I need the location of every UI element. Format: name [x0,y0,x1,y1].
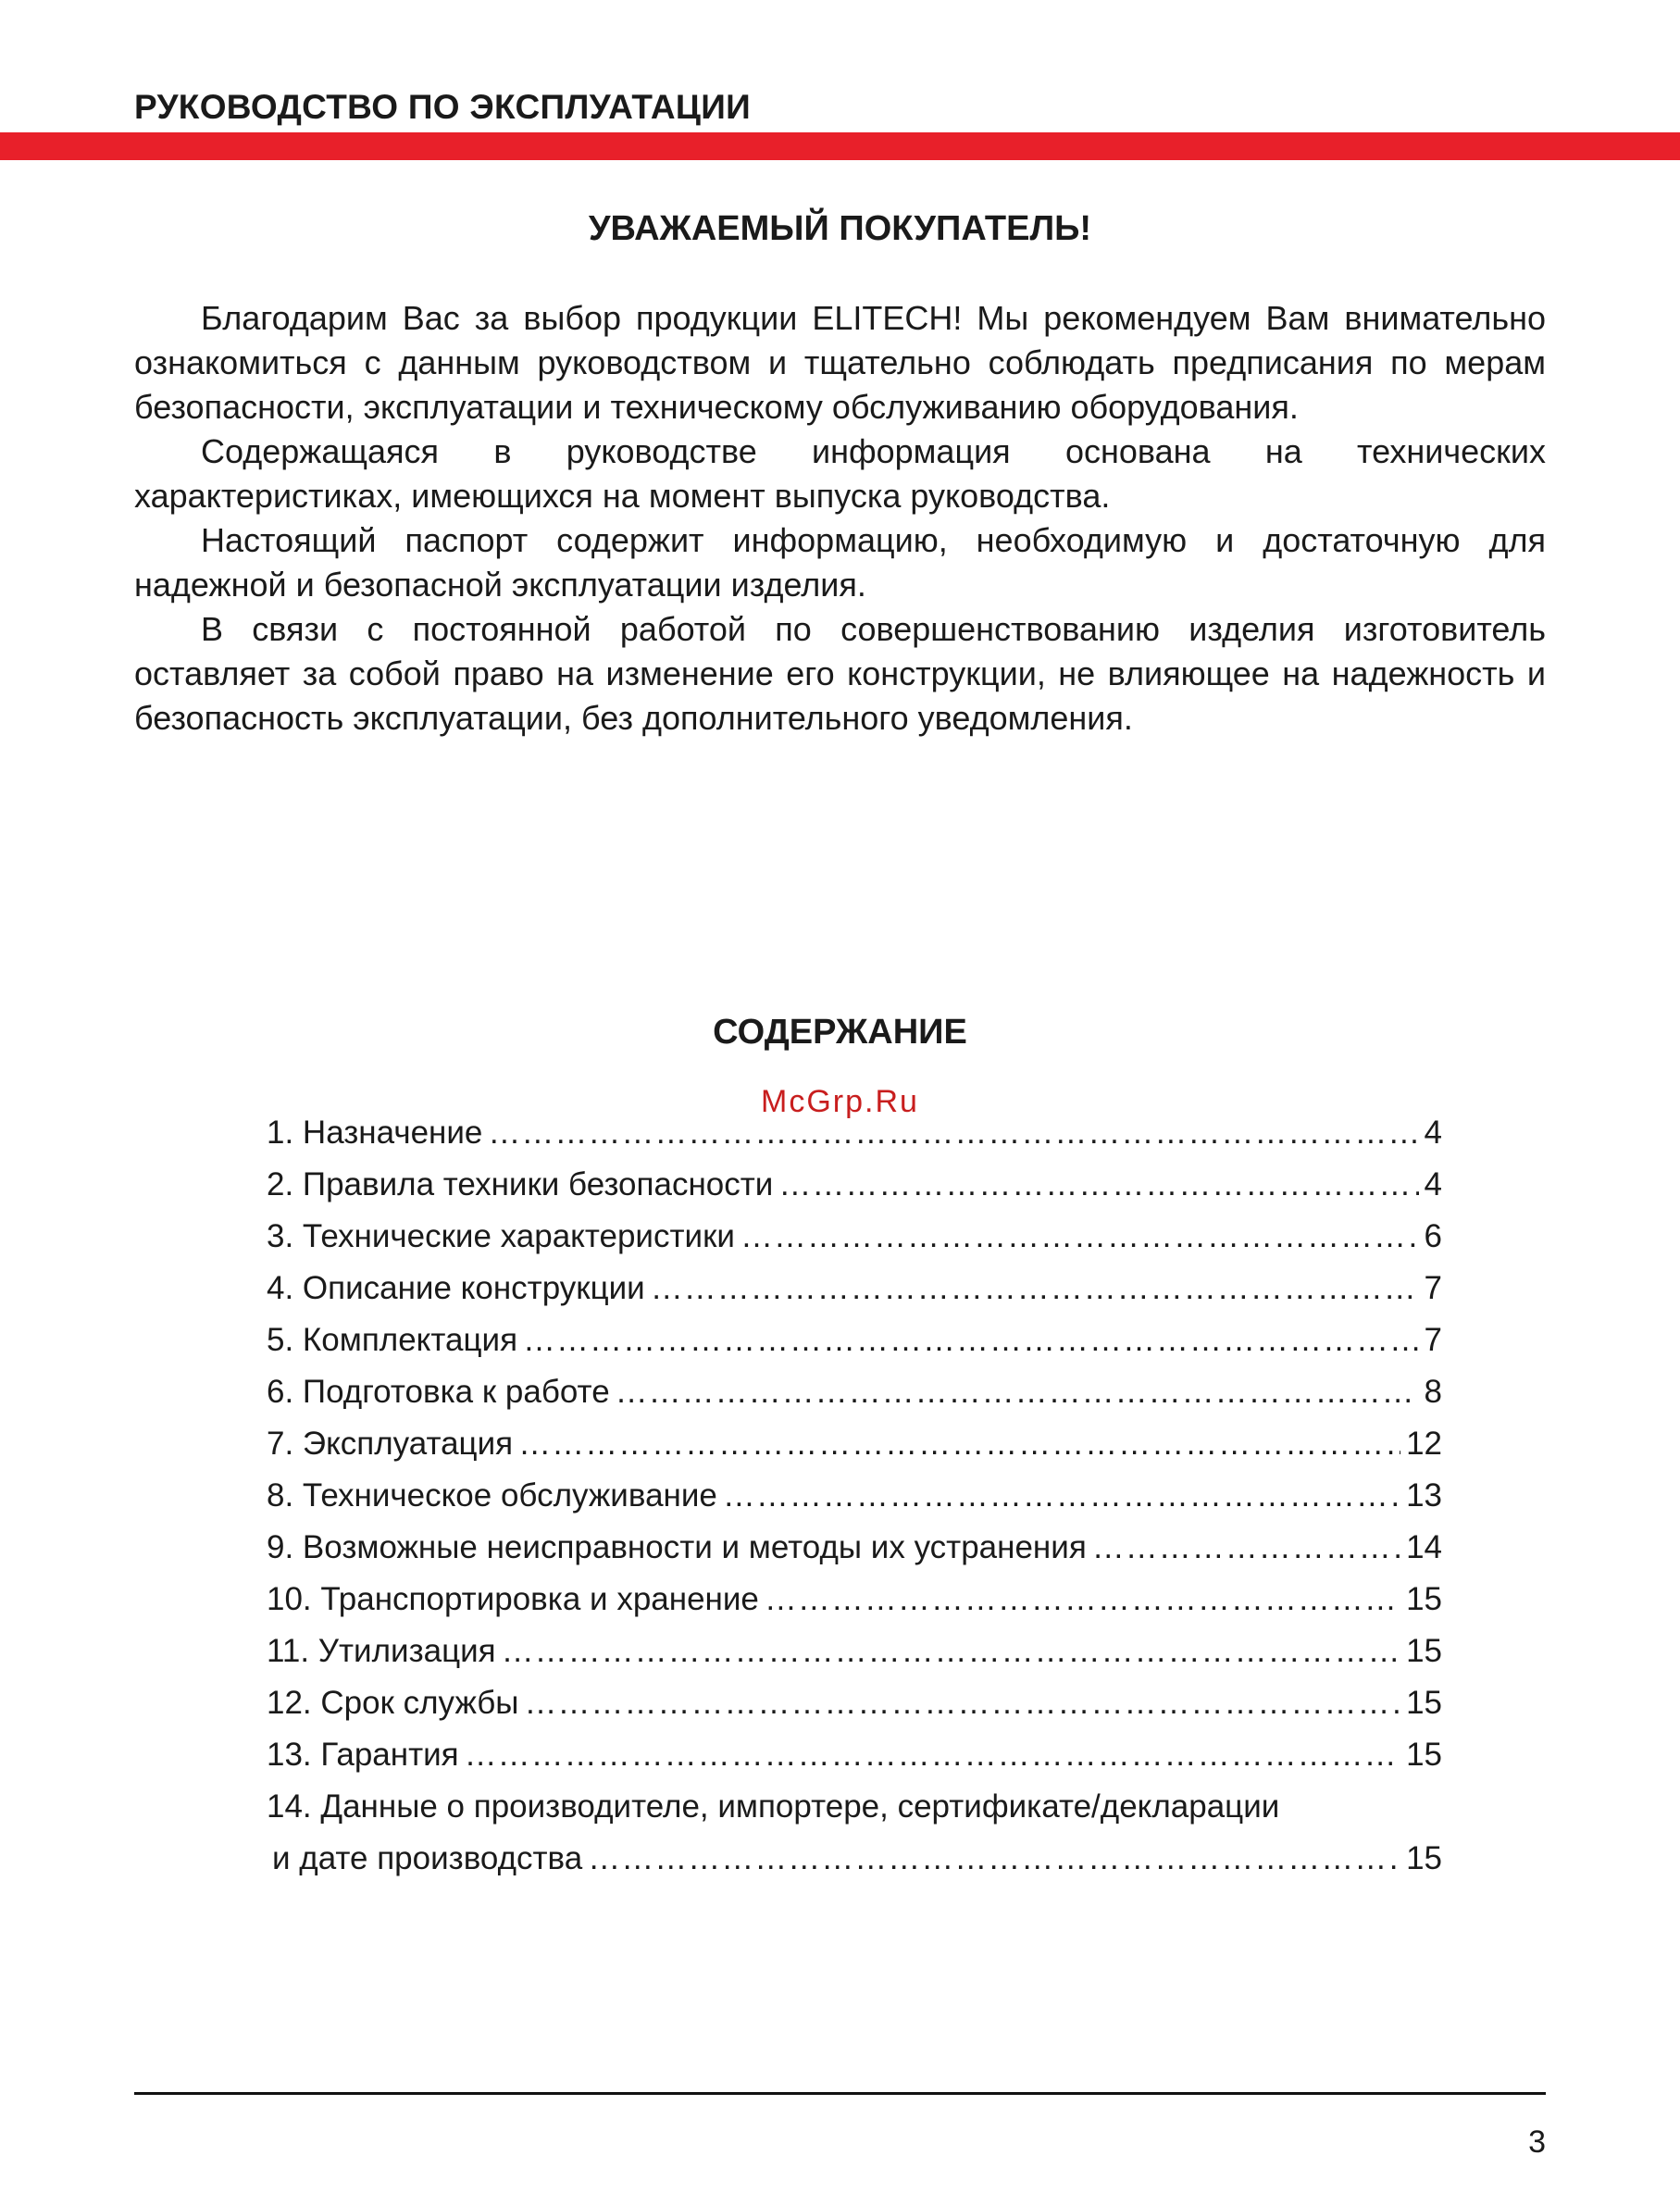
toc-item[interactable] [267,1470,1442,1522]
toc-item[interactable] [267,1418,1442,1470]
toc-item-page: 4 [1424,1115,1442,1151]
toc-item-page: 12 [1406,1426,1442,1462]
toc-item-label: 14. Данные о производителе, импортере, сертификате/декларации [267,1788,1280,1825]
toc-item-page: 6 [1424,1218,1442,1254]
toc-item-label: 1. Назначение [267,1115,483,1151]
table-of-contents [267,1107,1442,1885]
intro-paragraph: Настоящий паспорт содержит информацию, необходимую и достаточную для надежной и безопасной эксплуатации изделия. [134,521,1546,604]
intro-text [134,296,1546,741]
footer-divider [134,2092,1546,2095]
toc-item-page: 15 [1406,1737,1442,1773]
toc-dot-leader [1092,1522,1400,1574]
toc-item[interactable] [267,1263,1442,1314]
toc-item-continuation[interactable] [267,1833,1442,1885]
toc-item[interactable] [267,1574,1442,1626]
toc-item-label: 13. Гарантия [267,1737,459,1773]
toc-item[interactable] [267,1159,1442,1211]
toc-dot-leader [723,1470,1400,1522]
intro-paragraph: Благодарим Вас за выбор продукции ELITECH! Мы рекомендуем Вам внимательно ознакомиться с данным руководством и тщательно соблюдать предписания по мерам безопасности, эксплуатации и техническому обслуживанию оборудования. [134,299,1546,426]
toc-item-label: и дате производства [272,1840,583,1876]
header-red-bar [0,132,1680,160]
watermark-text: McGrp.Ru [761,1084,919,1119]
toc-item-page: 13 [1406,1477,1442,1514]
intro-paragraph: Содержащаяся в руководстве информация основана на технических характеристиках, имеющихся на момент выпуска руководства. [134,432,1546,515]
toc-item-label: 6. Подготовка к работе [267,1374,610,1410]
toc-item[interactable] [267,1781,1442,1833]
header-title: РУКОВОДСТВО ПО ЭКСПЛУАТАЦИИ [134,88,752,126]
toc-item-label: 11. Утилизация [267,1633,496,1669]
toc-title: СОДЕРЖАНИЕ [713,1013,967,1052]
toc-item-page: 15 [1406,1581,1442,1617]
toc-item[interactable] [267,1314,1442,1366]
toc-item-page: 8 [1424,1374,1442,1410]
toc-dot-leader [524,1677,1400,1729]
toc-dot-leader [588,1833,1400,1885]
toc-item-label: 2. Правила техники безопасности [267,1166,774,1202]
toc-item-label: 5. Комплектация [267,1322,518,1358]
toc-dot-leader [502,1626,1400,1677]
toc-item-label: 3. Технические характеристики [267,1218,735,1254]
toc-item-page: 7 [1424,1270,1442,1306]
toc-item[interactable] [267,1107,1442,1159]
toc-dot-leader [778,1159,1418,1211]
toc-item[interactable] [267,1211,1442,1263]
toc-item-label: 4. Описание конструкции [267,1270,645,1306]
toc-item[interactable] [267,1366,1442,1418]
greeting-heading: УВАЖАЕМЫЙ ПОКУПАТЕЛЬ! [588,209,1092,248]
page-number: 3 [1528,2124,1546,2160]
toc-item[interactable] [267,1729,1442,1781]
toc-item-label: 9. Возможные неисправности и методы их устранения [267,1529,1087,1565]
intro-paragraph: В связи с постоянной работой по совершенствованию изделия изготовитель оставляет за собой право на изменение его конструкции, не влияющее на надежность и безопасность эксплуатации, без дополнительного уведомления. [134,610,1546,737]
toc-dot-leader [465,1729,1400,1781]
toc-dot-leader [740,1211,1419,1263]
toc-item[interactable] [267,1677,1442,1729]
toc-dot-leader [523,1314,1419,1366]
toc-item-label: 12. Срок службы [267,1685,519,1721]
toc-item-label: 7. Эксплуатация [267,1426,514,1462]
toc-item-page: 7 [1424,1322,1442,1358]
toc-dot-leader [765,1574,1400,1626]
toc-item-page: 15 [1406,1685,1442,1721]
toc-item-page: 15 [1406,1840,1442,1876]
toc-dot-leader [651,1263,1419,1314]
toc-dot-leader [616,1366,1419,1418]
toc-item[interactable] [267,1522,1442,1574]
toc-item-page: 4 [1424,1166,1442,1202]
toc-dot-leader [488,1107,1418,1159]
toc-item[interactable] [267,1626,1442,1677]
toc-item-page: 14 [1406,1529,1442,1565]
toc-dot-leader [518,1418,1400,1470]
toc-item-label: 8. Техническое обслуживание [267,1477,717,1514]
toc-item-label: 10. Транспортировка и хранение [267,1581,759,1617]
toc-item-page: 15 [1406,1633,1442,1669]
